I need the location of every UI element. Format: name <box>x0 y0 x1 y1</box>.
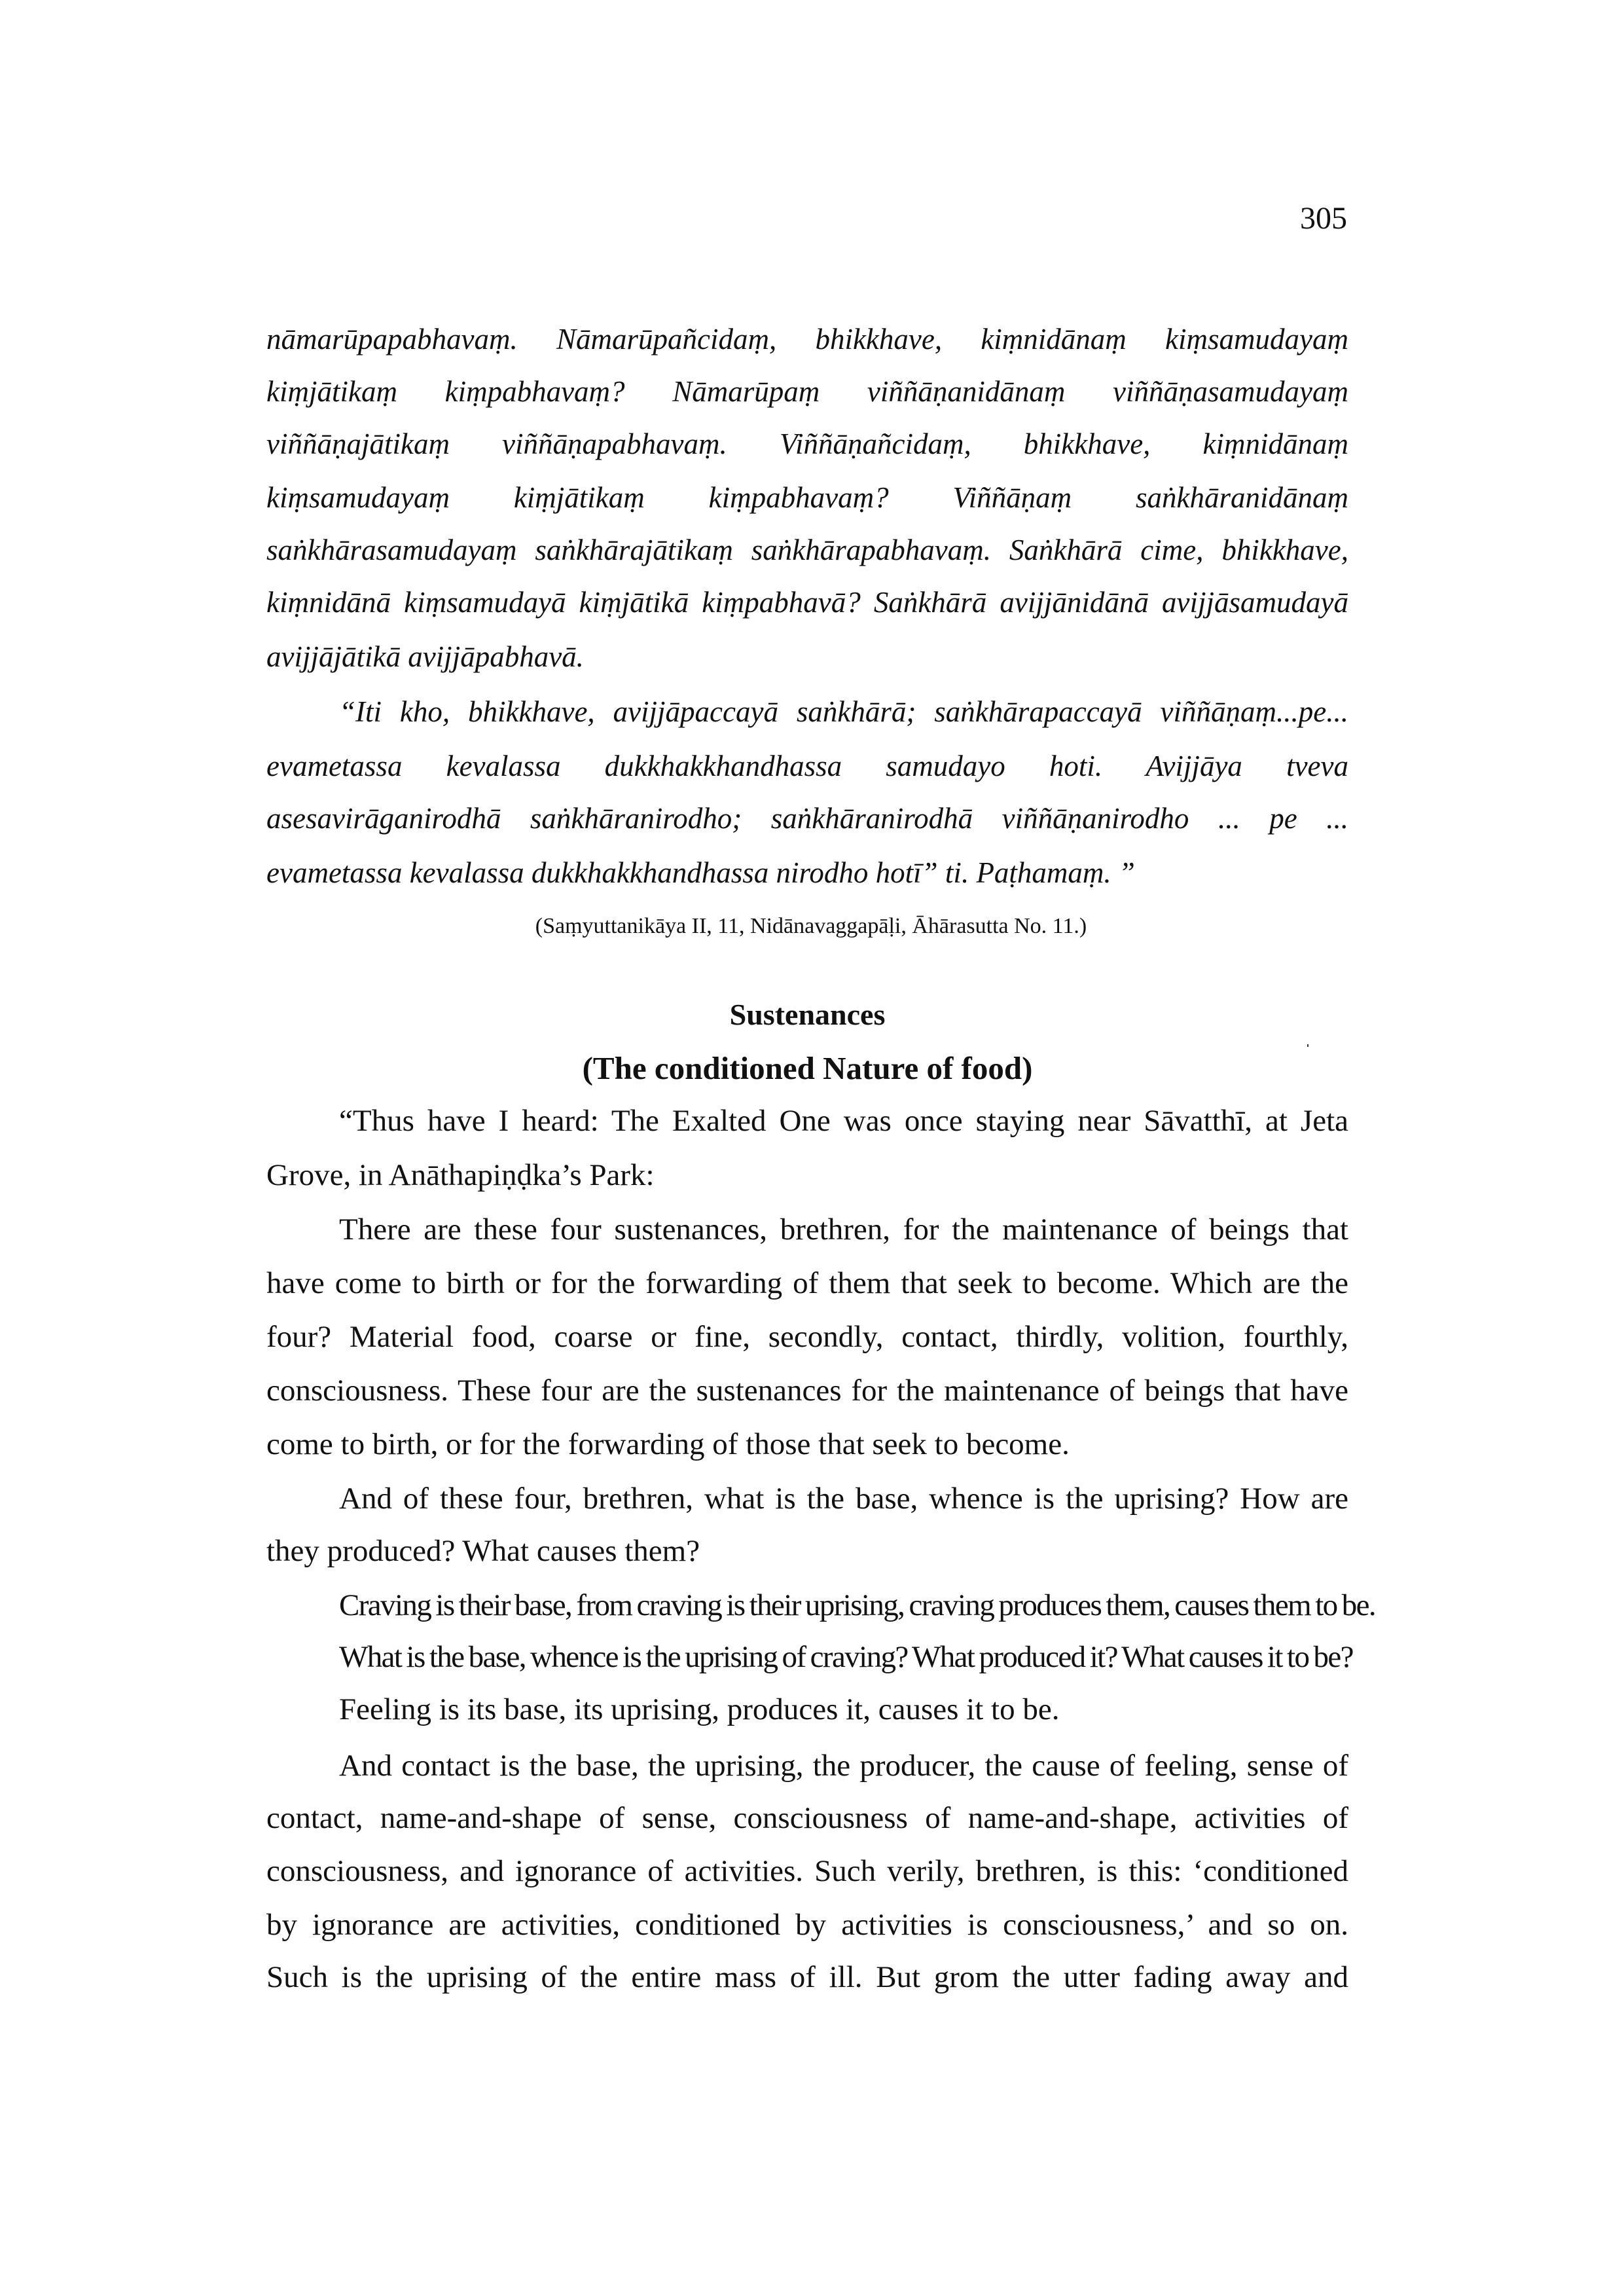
pali-line-6: kiṃnidānā kiṃsamudayā kiṃjātikā kiṃpabhavā? Saṅkhārā avijjānidānā avijjāsamudayā <box>266 586 1348 619</box>
body-line-11: What is the base, whence is the uprising of craving? What produced it? What causes it to be? <box>339 1640 1353 1674</box>
pali-line-5: saṅkhārasamudayaṃ saṅkhārajātikaṃ saṅkhārapabhavaṃ. Saṅkhārā cime, bhikkhave, <box>266 534 1348 566</box>
source-citation: (Saṃyuttanikāya II, 11, Nidānavaggapāḷi, Āhārasutta No. 11.) <box>535 914 1087 938</box>
pali-line-4: kiṃsamudayaṃ kiṃjātikaṃ kiṃpabhavaṃ? Viññāṇaṃ saṅkhāranidānaṃ <box>266 481 1348 514</box>
body-line-2: Grove, in Anāthapiṇḍka’s Park: <box>266 1158 655 1192</box>
body-line-10: Craving is their base, from craving is their uprising, craving produces them, causes them to be. <box>339 1588 1376 1622</box>
pali-p2-line-3: asesavirāganirodhā saṅkhāranirodho; saṅkhāranirodhā viññāṇanirodho ... pe ... <box>266 802 1348 835</box>
body-line-7: come to birth, or for the forwarding of those that seek to become. <box>266 1427 1070 1461</box>
pali-p2-line-4: evametassa kevalassa dukkhakkhandhassa nirodho hotī” ti. Paṭhamaṃ. ” <box>266 856 1135 889</box>
page-number: 305 <box>1300 201 1347 236</box>
pali-p2-line-1: “Iti kho, bhikkhave, avijjāpaccayā saṅkhārā; saṅkhārapaccayā viññāṇaṃ...pe... <box>339 695 1348 728</box>
section-subtitle: (The conditioned Nature of food) <box>582 1050 1033 1086</box>
pali-line-3: viññāṇajātikaṃ viññāṇapabhavaṃ. Viññāṇañcidaṃ, bhikkhave, kiṃnidānaṃ <box>266 428 1348 460</box>
body-line-13: And contact is the base, the uprising, the producer, the cause of feeling, sense of <box>339 1749 1348 1783</box>
body-line-12: Feeling is its base, its uprising, produces it, causes it to be. <box>339 1692 1060 1726</box>
body-line-4: have come to birth or for the forwarding of them that seek to become. Which are the <box>266 1266 1348 1300</box>
body-line-15: consciousness, and ignorance of activities. Such verily, brethren, is this: ‘conditioned <box>266 1854 1348 1888</box>
pali-line-2: kiṃjātikaṃ kiṃpabhavaṃ? Nāmarūpaṃ viññāṇanidānaṃ viññāṇasamudayaṃ <box>266 375 1348 408</box>
pali-line-7: avijjājātikā avijjāpabhavā. <box>266 640 584 673</box>
body-line-8: And of these four, brethren, what is the base, whence is the uprising? How are <box>339 1482 1348 1516</box>
body-line-9: they produced? What causes them? <box>266 1534 700 1568</box>
body-line-14: contact, name-and-shape of sense, consciousness of name-and-shape, activities of <box>266 1801 1348 1835</box>
body-line-5: four? Material food, coarse or fine, secondly, contact, thirdly, volition, fourthly, <box>266 1320 1348 1354</box>
pali-line-1: nāmarūpapabhavaṃ. Nāmarūpañcidaṃ, bhikkhave, kiṃnidānaṃ kiṃsamudayaṃ <box>266 323 1348 355</box>
section-title: Sustenances <box>729 998 886 1031</box>
body-line-3: There are these four sustenances, brethren, for the maintenance of beings that <box>339 1212 1348 1247</box>
body-line-16: by ignorance are activities, conditioned by activities is consciousness,’ and so on. <box>266 1908 1348 1942</box>
body-line-17: Such is the uprising of the entire mass of ill. But grom the utter fading away and <box>266 1960 1348 1994</box>
scan-speck <box>1307 1044 1308 1047</box>
body-line-6: consciousness. These four are the sustenances for the maintenance of beings that have <box>266 1374 1348 1408</box>
pali-p2-line-2: evametassa kevalassa dukkhakkhandhassa samudayo hoti. Avijjāya tveva <box>266 750 1348 782</box>
body-line-1: “Thus have I heard: The Exalted One was once staying near Sāvatthī, at Jeta <box>339 1104 1348 1138</box>
